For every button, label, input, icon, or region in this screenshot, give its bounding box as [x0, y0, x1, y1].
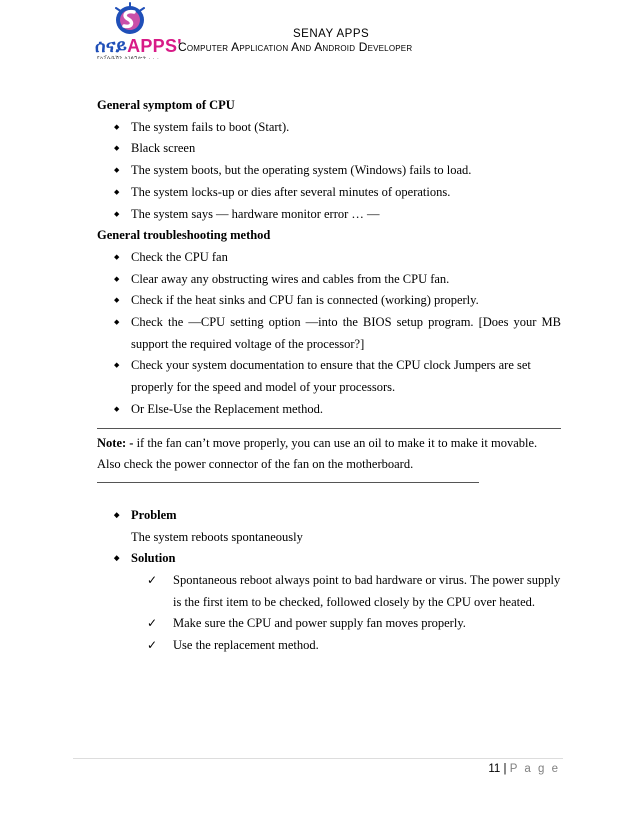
note-text: if the fan can’t move properly, you can use an oil to make it to make it movable. Also check the power connector of the fan on the motherboard. — [97, 435, 538, 472]
page-footer — [488, 763, 560, 775]
logo-apps-text: APPS' — [127, 36, 182, 56]
list-item: ◆ The system locks-up or dies after several minutes of operations. — [97, 182, 561, 204]
logo-wordmark — [95, 36, 182, 57]
solution-list — [97, 548, 561, 570]
list-item: ◆ Clear away any obstructing wires and cables from the CPU fan. — [97, 269, 561, 291]
logo-tagline: የአፕሊኬሽን አገልግሎት . . . — [97, 55, 160, 61]
header-subtitle: Computer Application And Android Developer — [178, 40, 413, 54]
footer-separator: | — [503, 763, 507, 775]
list-item: ◆ Check if the heat sinks and CPU fan is connected (working) properly. — [97, 290, 561, 312]
note-label: Note: - — [97, 435, 134, 450]
list-item: ◆ The system boots, but the operating system (Windows) fails to load. — [97, 160, 561, 182]
checklist-item: ✓ Use the replacement method. — [133, 635, 561, 657]
solution-heading: ◆ Solution — [97, 548, 561, 570]
methods-list — [97, 247, 561, 421]
list-item: ◆ Check the ―CPU setting option ―into the BIOS setup program. [Does your MB support the required voltage of the processor?] — [97, 312, 561, 355]
logo-amharic-text: ሰናይ — [95, 36, 128, 56]
list-item: ◆ Black screen — [97, 138, 561, 160]
problem-list — [97, 505, 561, 527]
section-heading-troubleshooting: General troubleshooting method — [97, 228, 271, 243]
divider — [97, 428, 561, 429]
symptoms-list — [97, 117, 561, 226]
list-item: ◆ Check your system documentation to ensure that the CPU clock Jumpers are set properly for the speed and model of your processors. — [97, 355, 561, 398]
problem-description: The system reboots spontaneously — [131, 529, 303, 544]
page-number: 11 — [488, 763, 501, 775]
divider — [97, 482, 479, 483]
footer-divider — [73, 758, 563, 759]
section-heading-symptoms: General symptom of CPU — [97, 98, 235, 112]
checklist-item: ✓ Spontaneous reboot always point to bad hardware or virus. The power supply is the first item to be checked, followed closely by the CPU over heated. — [133, 570, 561, 613]
checklist-item: ✓ Make sure the CPU and power supply fan moves properly. — [133, 613, 561, 635]
list-item: ◆ Check the CPU fan — [97, 247, 561, 269]
page-content — [97, 95, 561, 657]
list-item: ◆ Or Else-Use the Replacement method. — [97, 399, 561, 421]
page-label: P a g e — [509, 763, 560, 775]
header-title: SENAY APPS — [293, 28, 370, 40]
problem-heading: ◆ Problem — [97, 505, 561, 527]
solution-checklist — [133, 570, 561, 657]
note-paragraph — [97, 433, 561, 476]
list-item: ◆ The system says ― hardware monitor error … ― — [97, 204, 561, 226]
list-item: ◆ The system fails to boot (Start). — [97, 117, 561, 139]
